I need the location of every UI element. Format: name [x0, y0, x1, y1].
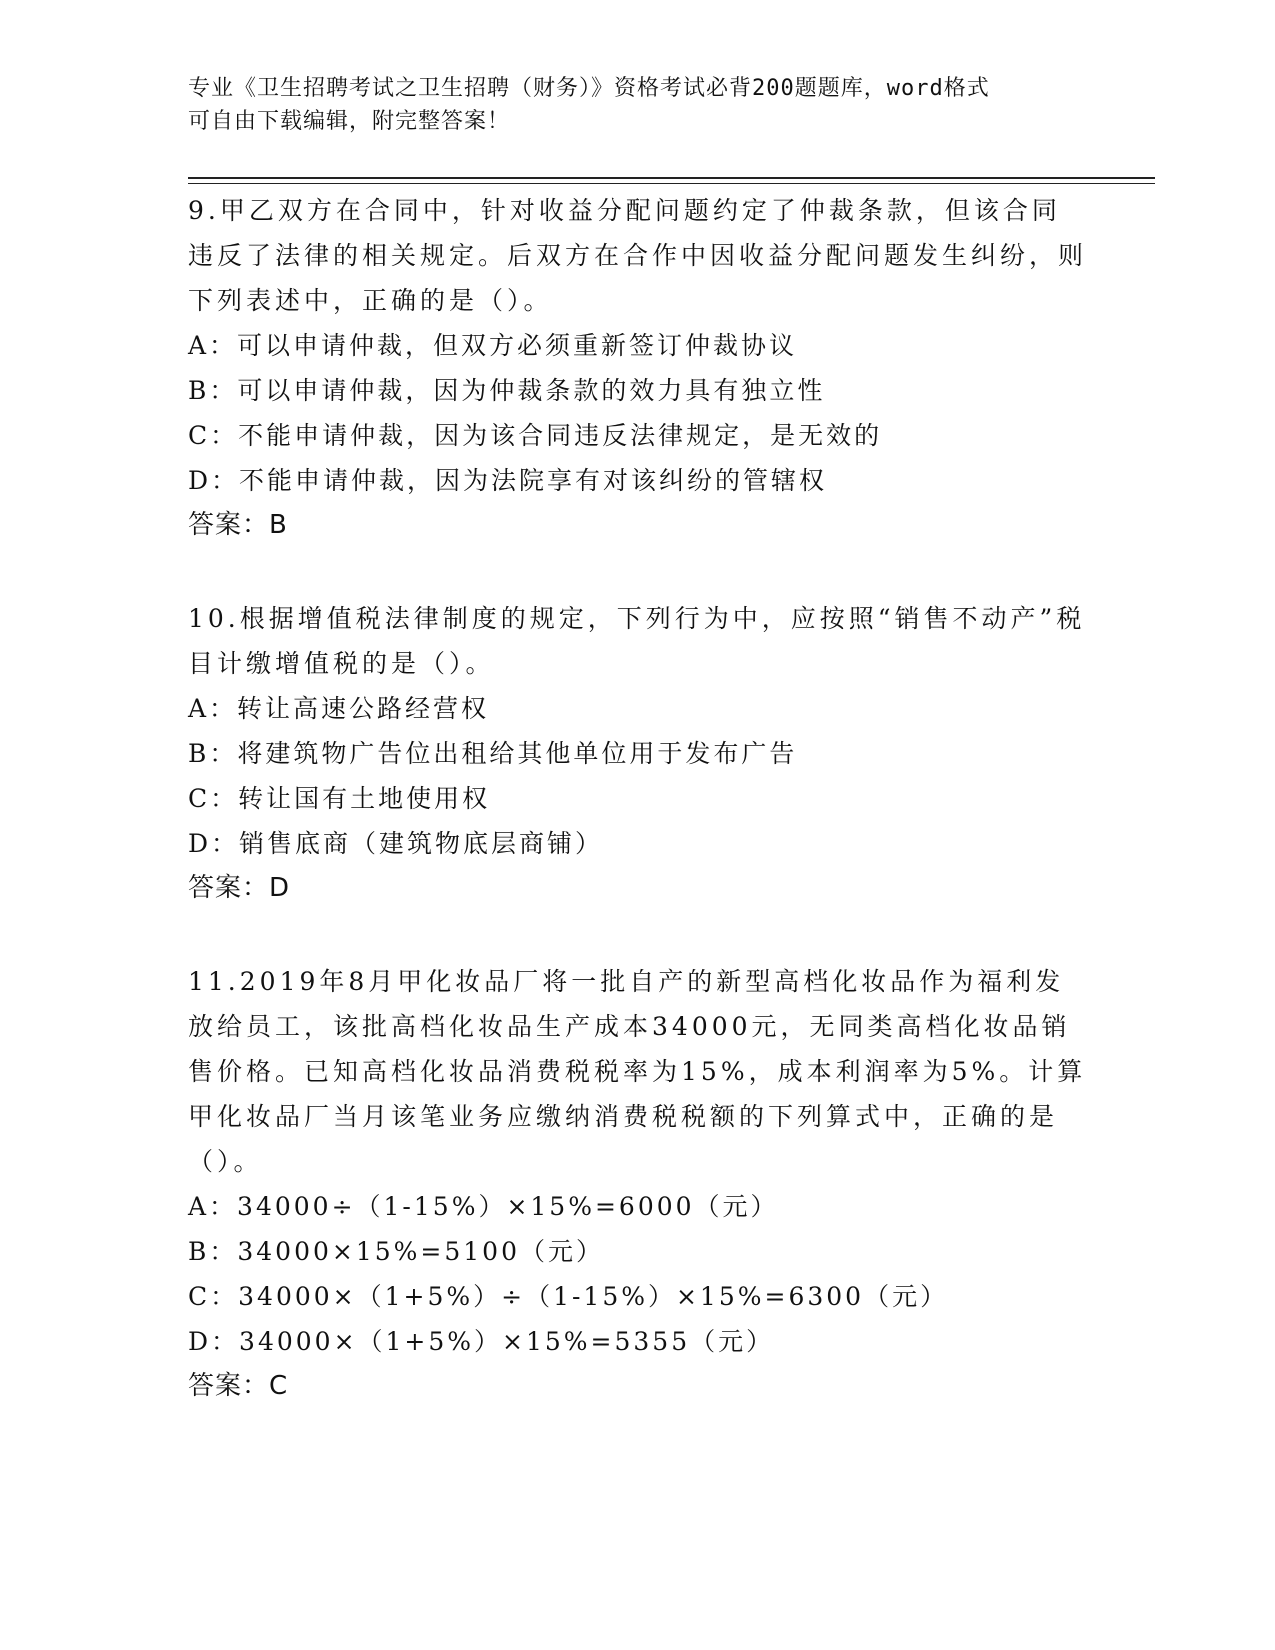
question-stem: 10.根据增值税法律制度的规定，下列行为中，应按照“销售不动产”税目计缴增值税的是（）。	[188, 604, 1086, 678]
option-a: A：可以申请仲裁，但双方必须重新签订仲裁协议	[188, 331, 798, 360]
answer-line: 答案：D	[188, 873, 291, 903]
question-stem: 11.2019年8月甲化妆品厂将一批自产的新型高档化妆品作为福利发放给员工，该批高档化妆品生产成本34000元，无同类高档化妆品销售价格。已知高档化妆品消费税税率为15%，成本利润率为5%。计算甲化妆品厂当月该笔业务应缴纳消费税税额的下列算式中，正确的是（）。	[188, 967, 1087, 1176]
option-b: B：将建筑物广告位出租给其他单位用于发布广告	[188, 739, 798, 768]
option-c: C：不能申请仲裁，因为该合同违反法律规定，是无效的	[188, 421, 883, 450]
option-c: C：转让国有土地使用权	[188, 784, 491, 813]
option-a: A：转让高速公路经营权	[188, 694, 490, 723]
question-list	[188, 188, 1088, 1409]
question-11	[188, 959, 1088, 1409]
question-9	[188, 188, 1088, 548]
answer-line: 答案：C	[188, 1371, 289, 1401]
question-10	[188, 596, 1088, 911]
header-divider-thin	[188, 183, 1155, 184]
option-b: B：可以申请仲裁，因为仲裁条款的效力具有独立性	[188, 376, 826, 405]
option-b: B：34000×15%=5100（元）	[188, 1237, 604, 1266]
question-spacer	[188, 911, 1088, 959]
option-d: D：不能申请仲裁，因为法院享有对该纠纷的管辖权	[188, 466, 828, 495]
header-line-2: 可自由下载编辑，附完整答案！	[188, 109, 511, 134]
question-spacer	[188, 548, 1088, 596]
document-header	[188, 72, 1088, 138]
option-a: A：34000÷（1-15%）×15%=6000（元）	[188, 1192, 779, 1221]
answer-line: 答案：B	[188, 510, 288, 540]
option-d: D：34000×（1+5%）×15%=5355（元）	[188, 1327, 775, 1356]
question-stem: 9.甲乙双方在合同中，针对收益分配问题约定了仲裁条款，但该合同违反了法律的相关规定。后双方在合作中因收益分配问题发生纠纷，则下列表述中，正确的是（）。	[188, 196, 1088, 315]
option-c: C：34000×（1+5%）÷（1-15%）×15%=6300（元）	[188, 1282, 949, 1311]
option-d: D：销售底商（建筑物底层商铺）	[188, 829, 604, 858]
header-divider-thick	[188, 177, 1155, 179]
header-line-1: 专业《卫生招聘考试之卫生招聘（财务）》资格考试必背200题题库，word格式	[188, 76, 990, 101]
